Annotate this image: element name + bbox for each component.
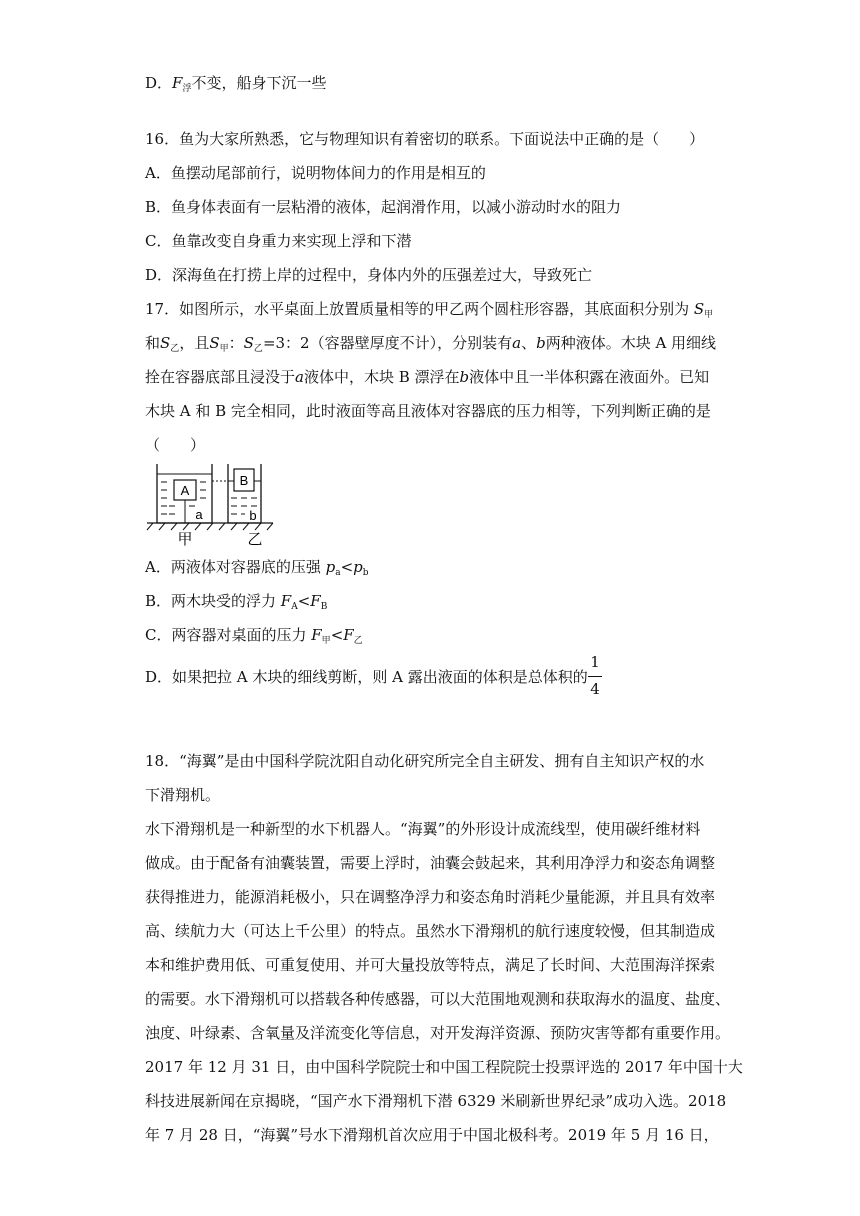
fraction-numerator: 1 xyxy=(590,653,600,671)
q18-line-1: 18．“海翼”是由中国科学院沈阳自动化研究所完全自主研发、拥有自主知识产权的水 xyxy=(145,752,705,770)
q17-figure xyxy=(145,460,275,550)
label-jia: 甲 xyxy=(177,531,193,548)
q18-line-3: 水下滑翔机是一种新型的水下机器人。“海翼”的外形设计成流线型，使用碳纤维材料 xyxy=(145,820,701,838)
q17-option-d: D．如果把拉 A 木块的细线剪断，则 A 露出液面的体积是总体积的 xyxy=(145,668,588,686)
q18-line-7: 本和维护费用低、可重复使用、并可大量投放等特点，满足了长时间、大范围海洋探索 xyxy=(145,956,716,974)
q16-option-b: B．鱼身体表面有一层粘滑的液体，起润滑作用，以减小游动时水的阻力 xyxy=(145,198,622,216)
q18-line-4: 做成。由于配备有油囊装置，需要上浮时，油囊会鼓起来，其利用净浮力和姿态角调整 xyxy=(145,854,716,872)
q17-stem-line-3: 拴在容器底部且浸没于a液体中，木块 B 漂浮在b液体中且一半体积露在液面外。已知 xyxy=(145,368,710,386)
q17-stem-line-1: 17．如图所示，水平桌面上放置质量相等的甲乙两个圆柱形容器，其底面积分别为 $S_甲$ xyxy=(145,300,714,320)
block-b-label: B xyxy=(239,473,249,488)
q18-line-9: 浊度、叶绿素、含氧量及洋流变化等信息，对开发海洋资源、预防灾害等都有重要作用。 xyxy=(145,1024,731,1042)
q17-stem-line-2: 和$S_乙$，且$S_甲$：$S_乙=3$：2（容器壁厚度不计），分别装有a、b两种液体。木块 A 用细线 xyxy=(145,334,717,354)
q18-line-6: 高、续航力大（可达上千公里）的特点。虽然水下滑翔机的航行速度较慢，但其制造成 xyxy=(145,922,716,940)
q16-option-a: A．鱼摆动尾部前行，说明物体间力的作用是相互的 xyxy=(145,164,486,182)
fraction-denominator: 4 xyxy=(590,680,600,698)
liquid-b-label: b xyxy=(249,508,257,523)
q17-stem-line-5: （ ） xyxy=(145,436,206,454)
q18-line-10: 2017 年 12 月 31 日，由中国科学院院士和中国工程院院士投票评选的 2017 年中国十大 xyxy=(145,1058,743,1076)
q18-line-5: 获得推进力，能源消耗极小，只在调整净浮力和姿态角时消耗少量能源，并且具有效率 xyxy=(145,888,716,906)
block-a-label: A xyxy=(180,483,190,498)
ground-hatching xyxy=(147,523,273,530)
q16-option-d: D．深海鱼在打捞上岸的过程中，身体内外的压强差过大，导致死亡 xyxy=(145,266,593,284)
q16-option-c: C．鱼靠改变自身重力来实现上浮和下潜 xyxy=(145,232,412,250)
fraction-bar xyxy=(588,676,602,677)
q17-option-a: A．两液体对容器底的压强 $p_a<p_b$ xyxy=(145,558,369,578)
q17-option-c: C．两容器对桌面的压力 $F_甲<F_乙$ xyxy=(145,626,363,646)
q16-stem: 16．鱼为大家所熟悉，它与物理知识有着密切的联系。下面说法中正确的是（ ） xyxy=(145,130,705,148)
q15-option-d: D．$F_浮$不变，船身下沉一些 xyxy=(145,74,327,94)
label-yi: 乙 xyxy=(247,531,263,548)
q18-line-8: 的需要。水下滑翔机可以搭载各种传感器，可以大范围地观测和获取海水的温度、盐度、 xyxy=(145,990,731,1008)
q17-stem-line-4: 木块 A 和 B 完全相同，此时液面等高且液体对容器底的压力相等，下列判断正确的是 xyxy=(145,402,711,420)
q18-line-2: 下滑翔机。 xyxy=(145,786,221,804)
liquid-a-label: a xyxy=(195,507,203,522)
q18-line-12: 年 7 月 28 日，“海翼”号水下滑翔机首次应用于中国北极科考。2019 年 5 月 16 日， xyxy=(145,1126,719,1144)
q18-line-11: 科技进展新闻在京揭晓，“国产水下滑翔机下潜 6329 米刷新世界纪录”成功入选。2018 xyxy=(145,1092,727,1110)
q17-option-b: B．两木块受的浮力 $F_A<F_B$ xyxy=(145,592,328,612)
